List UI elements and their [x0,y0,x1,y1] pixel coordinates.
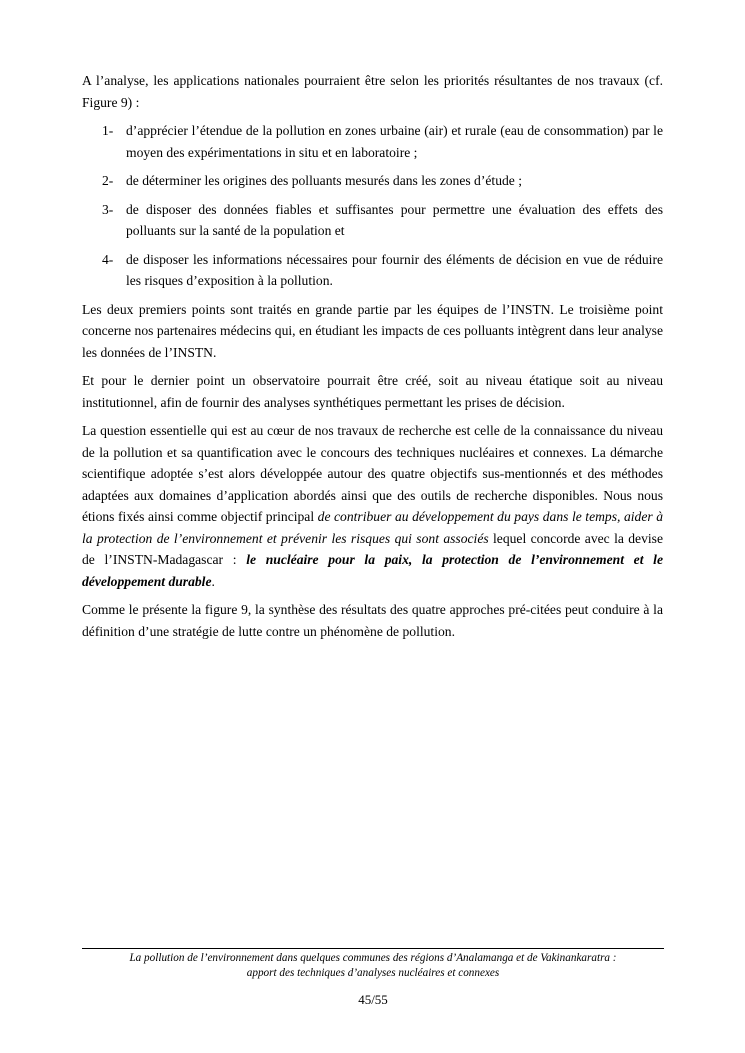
paragraph-research-question [82,420,663,592]
research-text-end: . [211,573,215,589]
list-item-text: de disposer les informations nécessaires pour fournir des éléments de décision en vue de réduire les risques d’exposition à la pollution. [126,251,663,288]
paragraph-observatory: Et pour le dernier point un observatoire pourrait être créé, soit au niveau étatique soit au niveau institutionnel, afin de fournir des analyses synthétiques permettant les prises de décision. [82,373,663,410]
list-item-text: de déterminer les origines des polluants mesurés dans les zones d’étude ; [126,173,522,188]
footer-divider [82,948,664,949]
research-text: La question essentielle qui est au cœur de nos travaux de recherche est celle de la connaissance du niveau de la pollution et sa quantification avec le concours des techniques nucléaires et connexes. La démarche scientifique adoptée s’est alors développée autour des quatre objectifs sus-mentionnés et des méthodes adaptées aux domaines d’application abordés ainsi que des outils de recherche disponibles. Nous nous étions fixés ainsi comme objectif principal [82,423,663,524]
list-item [82,170,663,192]
intro-paragraph: A l’analyse, les applications nationales pourraient être selon les priorités résultantes de nos travaux (cf. Figure 9) : [82,73,663,110]
footer-caption [82,951,664,980]
footer-line-1: La pollution de l’environnement dans quelques communes des régions d’Analamanga et de Vakinankaratra : [129,952,617,964]
list-item-number: 3- [102,201,114,217]
instn-motto: le nucléaire pour la paix, la protection de l’environnement et le développement durable [82,552,663,589]
list-item [82,249,663,292]
objective-italic: de contribuer au développement du pays dans le temps, aider à la protection de l’environnement et prévenir les risques qui sont associés [82,509,663,546]
research-text-continued: lequel concorde avec la devise de l’INSTN-Madagascar : [82,530,663,567]
paragraph-first-points: Les deux premiers points sont traités en grande partie par les équipes de l’INSTN. Le troisième point concerne nos partenaires médecins qui, en étudiant les impacts de ces polluants intègrent dans leur analyse les données de l’INSTN. [82,301,663,360]
list-item-text: de disposer des données fiables et suffisantes pour permettre une évaluation des effets des polluants sur la santé de la population et [126,201,663,238]
list-item-number: 1- [102,123,114,138]
applications-list [82,120,663,292]
list-item-number: 4- [102,251,114,267]
page-body [82,70,663,649]
list-item-text: d’apprécier l’étendue de la pollution en zones urbaine (air) et rurale (eau de consommation) par le moyen des expérimentations in situ et en laboratoire ; [126,123,663,160]
page-number: 45/55 [358,992,388,1007]
paragraph-synthesis: Comme le présente la figure 9, la synthèse des résultats des quatre approches pré-citées peut conduire à la définition d’une stratégie de lutte contre un phénomène de pollution. [82,602,663,639]
footer-line-2: apport des techniques d’analyses nucléaires et connexes [246,966,500,979]
list-item [82,120,663,163]
list-item [82,199,663,242]
list-item-number: 2- [102,173,114,188]
